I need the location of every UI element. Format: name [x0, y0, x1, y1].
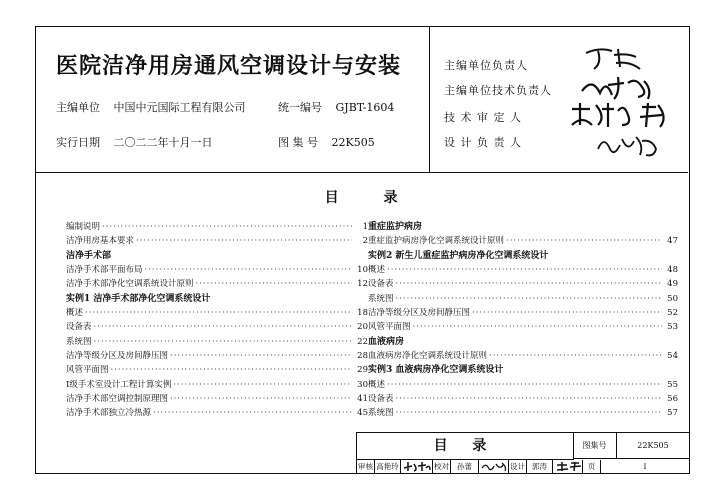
toc-entry-title: 编制说明 — [66, 222, 101, 232]
toc-heading-char: 录 — [383, 190, 400, 206]
toc-entry-title: 洁净等级分区及房间静压图 — [368, 308, 471, 319]
toc-leader-dots — [85, 306, 352, 320]
toc-entry[interactable] — [368, 234, 678, 248]
design-label: 设计 — [510, 462, 525, 471]
responsible-role: 主编单位技术负责人 — [444, 84, 552, 97]
atlas-label: 图 集 号 — [278, 136, 318, 149]
toc-heading-char: 目 — [324, 190, 341, 206]
toc-entry[interactable] — [66, 378, 368, 392]
toc-leader-dots — [170, 349, 352, 363]
toc-section-heading — [66, 292, 368, 306]
toc-entry[interactable] — [368, 349, 678, 363]
toc-leader-dots — [396, 292, 662, 306]
toc-entry-title: 重症监护病房净化空调系统设计原则 — [368, 236, 505, 247]
toc-entry-title: 设备表 — [368, 394, 394, 405]
toc-entry-page: 10 — [357, 265, 368, 276]
toc-entry-page: 28 — [357, 351, 368, 362]
toc-entry-page: 30 — [357, 379, 368, 390]
reviewer-name: 高艳玲 — [375, 460, 401, 473]
toc-entry-title: 设备表 — [368, 279, 394, 290]
toc-entry-title: 系统图 — [66, 336, 92, 347]
toc-entry[interactable] — [368, 263, 678, 277]
toc-leader-dots — [153, 406, 352, 420]
toc-entry-page: 45 — [357, 408, 368, 419]
toc-entry[interactable] — [368, 320, 678, 334]
toc-entry-title: 洁净手术部净化空调系统设计原则 — [66, 279, 194, 290]
toc-entry-page: 53 — [667, 322, 678, 333]
toc-entry-title: 实例1 洁净手术部净化空调系统设计 — [66, 293, 211, 304]
review-label: 审核 — [358, 462, 373, 471]
toc-entry[interactable] — [368, 306, 678, 320]
toc-leader-dots — [173, 378, 352, 392]
title-block-atlas-value: 22K505 — [617, 433, 689, 459]
toc-entry[interactable] — [66, 306, 368, 320]
toc-entry-title: 洁净等级分区及房间静压图 — [66, 351, 169, 362]
toc-entry-page: 55 — [667, 379, 678, 390]
toc-leader-dots — [506, 234, 662, 248]
toc-entry-page: 57 — [667, 408, 678, 419]
toc-leader-dots — [102, 220, 352, 234]
toc-entry-page: 48 — [667, 265, 678, 276]
toc-leader-dots — [196, 277, 352, 291]
org-value: 中国中元国际工程有限公司 — [113, 101, 246, 114]
toc-heading — [36, 187, 688, 207]
toc-entry[interactable] — [368, 292, 678, 306]
toc-right-column — [368, 220, 678, 421]
toc-entry-page: 47 — [667, 236, 678, 247]
toc-entry-title: 概述 — [368, 379, 386, 390]
atlas-value: 22K505 — [331, 136, 375, 149]
toc-leader-dots — [489, 349, 662, 363]
toc-leader-dots — [396, 277, 662, 291]
toc-leader-dots — [111, 363, 352, 377]
checker-name: 孙蕾 — [451, 460, 479, 473]
toc-entry[interactable] — [368, 378, 678, 392]
toc-leader-dots — [387, 263, 662, 277]
org-label: 主编单位 — [56, 101, 100, 114]
toc-entry-title: 血液病房净化空调系统设计原则 — [368, 351, 488, 362]
toc-section-heading — [368, 335, 678, 349]
atlas-row — [278, 134, 375, 150]
toc-section-heading — [66, 249, 368, 263]
toc-entry-page: 1 — [362, 222, 368, 232]
date-value: 二〇二二年十月一日 — [113, 136, 213, 149]
toc-entry[interactable] — [66, 335, 368, 349]
drawing-frame — [35, 26, 690, 474]
toc-leader-dots — [387, 378, 662, 392]
document-title: 医院洁净用房通风空调设计与安装 — [56, 53, 402, 79]
toc-entry[interactable] — [368, 406, 678, 420]
toc-entry-page: 29 — [357, 365, 368, 376]
signature-reviewer — [568, 99, 678, 131]
toc-entry-page: 50 — [667, 293, 678, 304]
toc-entry-page: 12 — [357, 279, 368, 290]
toc-entry-title: 洁净用房基本要求 — [66, 236, 135, 247]
toc-entry-title: 风管平面图 — [368, 322, 411, 333]
toc-entry-page: 41 — [357, 394, 368, 405]
toc-entry[interactable] — [368, 277, 678, 291]
header-info-panel — [36, 27, 430, 172]
toc-entry[interactable] — [66, 277, 368, 291]
code-row — [278, 99, 394, 115]
toc-entry[interactable] — [66, 220, 368, 234]
toc-entry-title: 概述 — [66, 308, 84, 319]
toc-leader-dots — [472, 306, 662, 320]
toc-entry-title: Ⅰ级手术室设计工程计算实例 — [66, 379, 172, 390]
toc-entry-title: 洁净手术部独立冷热源 — [66, 408, 152, 419]
toc-entry-title: 系统图 — [368, 408, 394, 419]
toc-entry-page: 22 — [357, 336, 368, 347]
responsible-role: 设 计 负 责 人 — [444, 136, 522, 149]
toc-entry[interactable] — [66, 263, 368, 277]
toc-leader-dots — [145, 263, 352, 277]
toc-entry-page: 20 — [357, 322, 368, 333]
toc-entry-title: 风管平面图 — [66, 365, 109, 376]
toc-leader-dots — [396, 392, 662, 406]
toc-leader-dots — [170, 392, 352, 406]
title-block-atlas-label: 图集号 — [573, 433, 617, 459]
toc-left-column — [66, 220, 368, 421]
toc-entry-title: 实例3 血液病房净化空调系统设计 — [368, 365, 504, 376]
toc-entry[interactable] — [368, 392, 678, 406]
toc-entry[interactable] — [66, 349, 368, 363]
responsible-role: 技 术 审 定 人 — [444, 111, 522, 124]
org-row — [56, 99, 246, 115]
toc-entry-title: 重症监护病房 — [368, 222, 423, 232]
toc-entry[interactable] — [66, 406, 368, 420]
signature-designer — [594, 131, 664, 161]
toc-entry-page: 49 — [667, 279, 678, 290]
date-label: 实行日期 — [56, 136, 100, 149]
toc-entry-page: 56 — [667, 394, 678, 405]
toc-section-heading — [368, 363, 678, 377]
toc-entry[interactable] — [66, 392, 368, 406]
responsible-role: 主编单位负责人 — [444, 59, 528, 72]
checker-signature — [479, 460, 509, 473]
responsibles-panel — [430, 27, 688, 172]
toc-entry[interactable] — [66, 234, 368, 248]
toc-entry-page: 2 — [362, 236, 368, 247]
cover-header — [36, 27, 688, 173]
signature-chief — [580, 45, 650, 73]
toc-entry-title: 血液病房 — [368, 336, 405, 347]
page-label: 页 — [583, 460, 601, 473]
reviewer-signature — [401, 460, 433, 473]
toc-entry-title: 实例2 新生儿重症监护病房净化空调系统设计 — [368, 250, 549, 261]
code-label: 统一编号 — [278, 101, 322, 114]
toc-entry-title: 概述 — [368, 265, 386, 276]
toc-entry-page: 52 — [667, 308, 678, 319]
toc-entry-page: 54 — [667, 351, 678, 362]
toc-leader-dots — [136, 234, 352, 248]
toc-entry-title: 系统图 — [368, 293, 394, 304]
code-value: GJBT-1604 — [335, 101, 395, 114]
check-label: 校对 — [434, 462, 449, 471]
title-block-sign-row — [357, 460, 689, 473]
toc-entry-title: 洁净手术部平面布局 — [66, 265, 143, 276]
toc-leader-dots — [396, 406, 662, 420]
title-block — [356, 432, 689, 473]
title-block-title: 目 录 — [357, 433, 574, 460]
toc-section-heading — [368, 220, 678, 234]
toc-entry[interactable] — [66, 320, 368, 334]
toc-entry[interactable] — [66, 363, 368, 377]
toc-section-heading — [368, 249, 678, 263]
toc-entry-page: 18 — [357, 308, 368, 319]
page-value: I — [643, 462, 647, 471]
designer-signature — [553, 460, 583, 473]
designer-name: 郭涛 — [527, 460, 553, 473]
toc-entry-title: 洁净手术部空调控制原理图 — [66, 394, 169, 405]
toc-leader-dots — [413, 320, 662, 334]
toc-entry-title: 设备表 — [66, 322, 92, 333]
date-row — [56, 134, 213, 150]
toc-leader-dots — [94, 320, 352, 334]
toc-entry-title: 洁净手术部 — [66, 250, 112, 261]
toc-leader-dots — [94, 335, 352, 349]
